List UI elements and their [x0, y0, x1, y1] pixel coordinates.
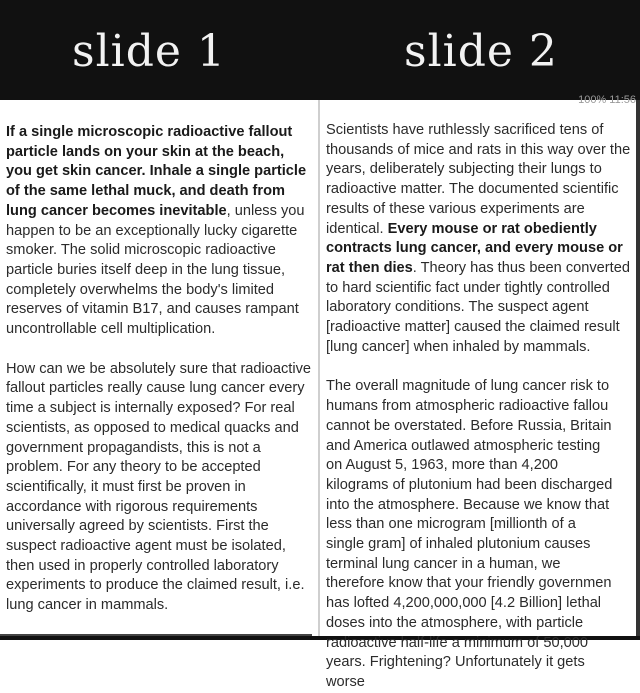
slide-1-text — [6, 123, 312, 616]
slide-2-line: less than one microgram [millionth of a — [326, 516, 576, 533]
slide-2-title: slide 2 — [404, 26, 558, 77]
slide-2-line: radioactive half-life a minimum of 50,000 — [326, 634, 589, 651]
slide-2-line: humans from atmospheric radioactive fallou — [326, 398, 609, 415]
slide-2-line: into the atmosphere. Because we know that — [326, 496, 610, 513]
slide-1-title: slide 1 — [72, 26, 226, 77]
slide-divider — [318, 100, 320, 640]
slide-2-line: years. Frightening? Unfortunately it gets — [326, 654, 585, 671]
slide-2-line: single gram] of inhaled plutonium causes — [326, 536, 591, 553]
slide-2-text — [326, 121, 640, 690]
slide-2-paragraph-1-start: Scientists have ruthlessly sacrificed tens of thousands of mice and rats in this way over the years, deliberately subjecting their lungs to radioactive matter. The documented scientific results of these various experiments are identical. — [326, 122, 631, 237]
slide-1-bold-claim: If a single microscopic radioactive fallout particle lands on your skin at the beach, you get skin cancer. Inhale a single particle of the same lethal muck, and death from lung cancer becomes inevitable — [6, 124, 307, 219]
slide-2-bold-claim: Every mouse or rat obediently contracts lung cancer, and every mouse or rat then dies — [326, 220, 623, 276]
phone-status-bar-fragment — [318, 94, 640, 110]
slide-2-line: terminal lung cancer in a human, we — [326, 555, 561, 572]
slide-2-line: therefore know that your friendly governmen — [326, 575, 612, 592]
slide-2-line: cannot be overstated. Before Russia, Britain — [326, 417, 612, 434]
slide-2-line: kilograms of plutonium had been discharged — [326, 476, 613, 493]
slide-2-line: and America outlawed atmospheric testing — [326, 437, 601, 454]
slide-2-line: The overall magnitude of lung cancer risk to — [326, 378, 610, 395]
slide-2-paragraph-1-end: . Theory has thus been converted to hard scientific fact under tightly controlled laboratory conditions. The suspect agent [radioactive matter] caused the claimed result [lung cancer] when inhaled by mammals. — [326, 259, 630, 355]
slide-2-line: worse — [326, 673, 365, 690]
status-bar-text: 100% 11:56 — [578, 94, 636, 106]
slide-1-paragraph-1 — [6, 123, 312, 340]
slide-2-line: has lofted 4,200,000,000 [4.2 Billion] lethal — [326, 595, 602, 612]
slide-1-paragraph-2: How can we be absolutely sure that radioactive fallout particles really cause lung cancer every time a subject is internally exposed? For real scientists, as opposed to medical quacks and government propagandists, this is not a problem. For any theory to be accepted scientifically, it must first be proven in accordance with rigorous requirements universally agreed by scientists. First the suspect radioactive agent must be isolated, then used in properly controlled laboratory experiments to produce the claimed result, i.e. lung cancer in mammals. — [6, 360, 312, 614]
header-banner — [0, 0, 640, 100]
slide-1-paragraph-1-rest: , unless you happen to be an exceptionally lucky cigarette smoker. The solid microscopic radioactive particle buries itself deep in the lung tissue, completely overwhelms the body's limited reserves of vitamin B17, and causes rampant uncontrollable cell multiplication. — [6, 202, 305, 338]
slide-2-paragraph-2 — [326, 377, 640, 692]
slide-2-line: on August 5, 1963, more than 4,200 — [326, 457, 559, 474]
slide-2-paragraph-1 — [326, 121, 640, 357]
slide-2-line: doses into the atmosphere, with particle — [326, 614, 584, 631]
